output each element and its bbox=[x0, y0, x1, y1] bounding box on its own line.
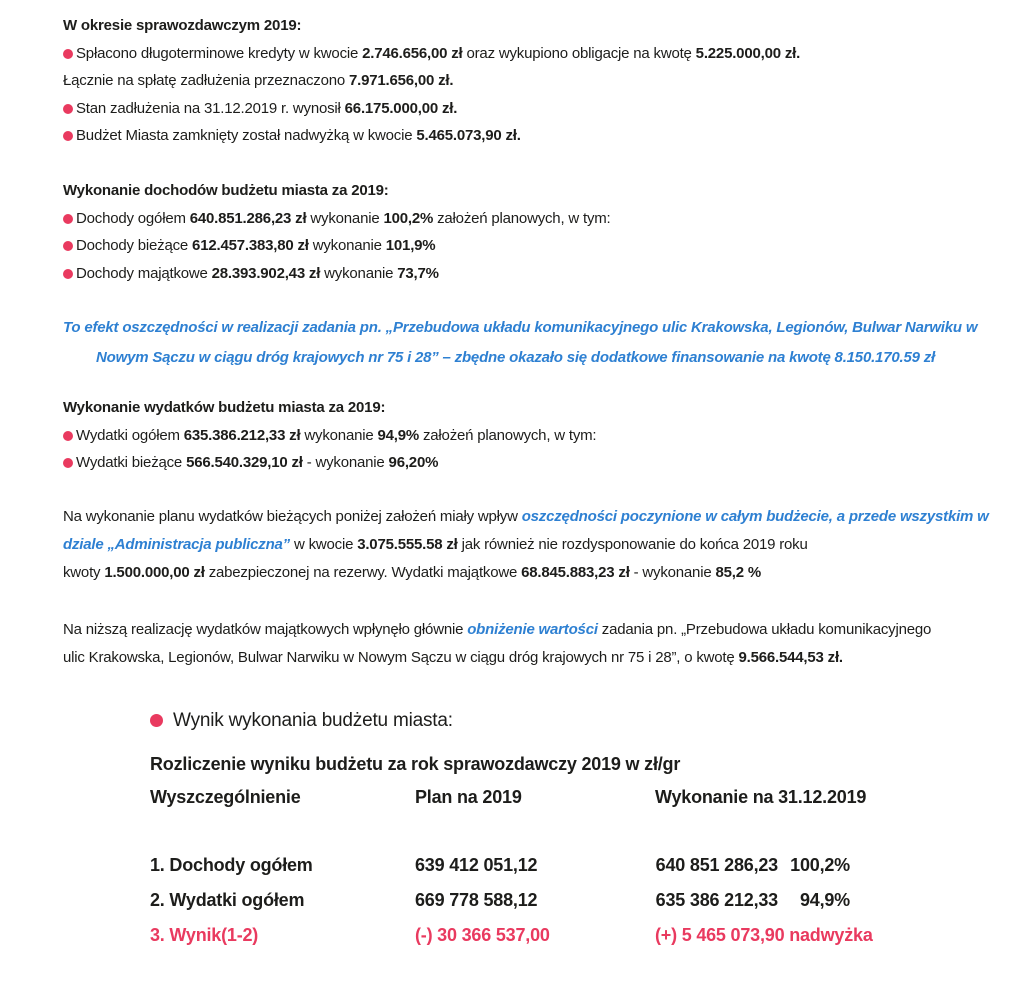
text-segment: jak również nie rozdysponowanie do końca 2019 roku bbox=[457, 536, 808, 553]
text-line bbox=[63, 232, 968, 260]
result-heading-text: Wynik wykonania budżetu miasta: bbox=[173, 710, 453, 731]
text-line bbox=[63, 449, 968, 477]
text-line bbox=[63, 260, 968, 288]
text-line bbox=[63, 422, 968, 450]
text-segment: zadania pn. „Przebudowa układu komunikacyjnego bbox=[597, 621, 932, 638]
bullet-icon bbox=[63, 214, 73, 224]
bullet-icon bbox=[150, 714, 163, 727]
text-segment: Na wykonanie planu wydatków bieżących poniżej założeń miały wpływ bbox=[63, 508, 522, 525]
column-header-execution: Wykonanie na 31.12.2019 bbox=[655, 787, 867, 807]
amount: 2.746.656,00 zł bbox=[362, 44, 463, 62]
percent-value: 85,2 % bbox=[715, 564, 761, 581]
text-segment: Na niższą realizację wydatków majątkowych wpłynęło głównie bbox=[63, 621, 468, 638]
row-execution: 635 386 212,33 bbox=[655, 890, 778, 910]
table-row bbox=[150, 848, 900, 883]
amount: 28.393.902,43 zł bbox=[211, 264, 321, 282]
section-expense-heading: Wykonanie wydatków budżetu miasta za 2019: bbox=[63, 399, 386, 416]
highlight-segment: obniżenie wartości bbox=[467, 621, 598, 638]
result-heading bbox=[150, 708, 900, 734]
amount: 66.175.000,00 zł. bbox=[344, 99, 458, 117]
result-subheading: Rozliczenie wyniku budżetu za rok sprawozdawczy 2019 w zł/gr bbox=[150, 754, 681, 774]
text-line bbox=[63, 531, 968, 559]
bullet-icon bbox=[63, 241, 73, 251]
amount: 5.225.000,00 zł. bbox=[695, 44, 801, 62]
text-segment: Budżet Miasta zamknięty został nadwyżką w kwocie bbox=[76, 127, 417, 144]
amount: 68.845.883,23 zł bbox=[521, 564, 630, 581]
amount: 3.075.555.58 zł bbox=[357, 536, 458, 553]
bullet-icon bbox=[63, 49, 73, 59]
row-execution-cell bbox=[655, 855, 850, 876]
percent-value: 96,20% bbox=[388, 454, 439, 471]
section-expense bbox=[63, 394, 968, 477]
row-execution: 640 851 286,23 bbox=[655, 855, 778, 875]
text-segment: założeń planowych, w tym: bbox=[419, 426, 597, 444]
paragraph-current-expenses bbox=[63, 503, 989, 587]
bullet-icon bbox=[63, 104, 73, 114]
text-line bbox=[63, 644, 968, 672]
percent-value: 94,9% bbox=[377, 426, 420, 444]
table-row bbox=[150, 883, 900, 918]
note-line: Nowym Sączu w ciągu dróg krajowych nr 75 i 28” – zbędne okazało się dodatkowe finansowanie na kwotę 8.150.170.59 zł bbox=[96, 349, 935, 366]
text-segment: w kwocie bbox=[293, 536, 358, 553]
percent-value: 101,9% bbox=[385, 237, 436, 254]
text-segment: zabezpieczonej na rezerwy. Wydatki majątkowe bbox=[204, 564, 522, 581]
bullet-icon bbox=[63, 431, 73, 441]
row-plan: 639 412 051,12 bbox=[415, 855, 538, 875]
row-execution-cell bbox=[655, 890, 850, 911]
percent-value: 100,2% bbox=[383, 209, 434, 227]
table-header-row bbox=[150, 780, 900, 815]
row-execution-cell bbox=[655, 925, 873, 946]
text-line bbox=[63, 122, 968, 150]
amount: 9.566.544,53 zł. bbox=[738, 649, 843, 666]
text-segment: Wydatki ogółem bbox=[76, 426, 184, 444]
text-segment: Dochody bieżące bbox=[76, 237, 193, 254]
row-plan: (-) 30 366 537,00 bbox=[415, 925, 550, 945]
amount: 7.971.656,00 zł. bbox=[348, 72, 454, 89]
section-income-heading: Wykonanie dochodów budżetu miasta za 2019: bbox=[63, 182, 389, 199]
row-percent: 100,2% bbox=[790, 855, 850, 875]
row-label: 1. Dochody ogółem bbox=[150, 855, 313, 875]
text-segment: oraz wykupiono obligacje na kwotę bbox=[462, 44, 696, 62]
text-segment: - wykonanie bbox=[629, 564, 716, 581]
text-segment: Spłacono długoterminowe kredyty w kwocie bbox=[76, 44, 363, 62]
text-segment: Dochody majątkowe bbox=[76, 264, 212, 282]
text-segment: Wydatki bieżące bbox=[76, 454, 187, 471]
text-segment: ulic Krakowska, Legionów, Bulwar Narwiku w Nowym Sączu w ciągu dróg krajowych nr 75 i 28”, o kwotę bbox=[63, 649, 739, 666]
row-label: 3. Wynik(1-2) bbox=[150, 925, 259, 945]
amount: 612.457.383,80 zł bbox=[192, 237, 309, 254]
bullet-icon bbox=[63, 269, 73, 279]
amount: 1.500.000,00 zł bbox=[104, 564, 205, 581]
text-segment: wykonanie bbox=[300, 426, 378, 444]
column-header-plan: Plan na 2019 bbox=[415, 787, 522, 807]
amount: 635.386.212,33 zł bbox=[183, 426, 301, 444]
row-label: 2. Wydatki ogółem bbox=[150, 890, 305, 910]
text-line bbox=[63, 559, 968, 587]
section-debt-heading: W okresie sprawozdawczym 2019: bbox=[63, 17, 302, 34]
result-section bbox=[150, 708, 900, 953]
text-line bbox=[63, 616, 968, 644]
table-row-result bbox=[150, 918, 900, 953]
percent-value: 73,7% bbox=[397, 264, 439, 282]
note-line: To efekt oszczędności w realizacji zadania pn. „Przebudowa układu komunikacyjnego ulic Krakowska, Legionów, Bulwar Narwiku w bbox=[63, 319, 978, 336]
paragraph-capital-expenses bbox=[63, 616, 968, 672]
text-segment: Łącznie na spłatę zadłużenia przeznaczono bbox=[63, 72, 349, 89]
text-segment: Dochody ogółem bbox=[76, 209, 190, 227]
text-line bbox=[63, 205, 968, 233]
text-segment: wykonanie bbox=[308, 237, 386, 254]
section-income bbox=[63, 177, 968, 287]
bullet-icon bbox=[63, 458, 73, 468]
row-execution: (+) 5 465 073,90 nadwyżka bbox=[655, 925, 873, 945]
amount: 5.465.073,90 zł. bbox=[416, 127, 521, 144]
text-segment: Stan zadłużenia na 31.12.2019 r. wynosił bbox=[76, 99, 345, 117]
highlight-segment: dziale „Administracja publiczna” bbox=[63, 536, 294, 553]
amount: 640.851.286,23 zł bbox=[189, 209, 307, 227]
bullet-icon bbox=[63, 131, 73, 141]
amount: 566.540.329,10 zł bbox=[186, 454, 303, 471]
text-segment: założeń planowych, w tym: bbox=[433, 209, 611, 227]
text-segment: - wykonanie bbox=[302, 454, 389, 471]
text-segment: kwoty bbox=[63, 564, 105, 581]
text-line bbox=[63, 40, 968, 68]
note-savings bbox=[63, 313, 978, 373]
row-plan: 669 778 588,12 bbox=[415, 890, 538, 910]
text-segment: wykonanie bbox=[306, 209, 384, 227]
text-line bbox=[63, 503, 989, 531]
text-line bbox=[63, 67, 968, 95]
row-percent: 94,9% bbox=[799, 890, 850, 910]
column-header-item: Wyszczególnienie bbox=[150, 787, 301, 807]
text-line bbox=[63, 95, 968, 123]
section-debt bbox=[63, 12, 968, 150]
text-segment: wykonanie bbox=[320, 264, 398, 282]
highlight-segment: oszczędności poczynione w całym budżecie, a przede wszystkim w bbox=[521, 508, 989, 525]
